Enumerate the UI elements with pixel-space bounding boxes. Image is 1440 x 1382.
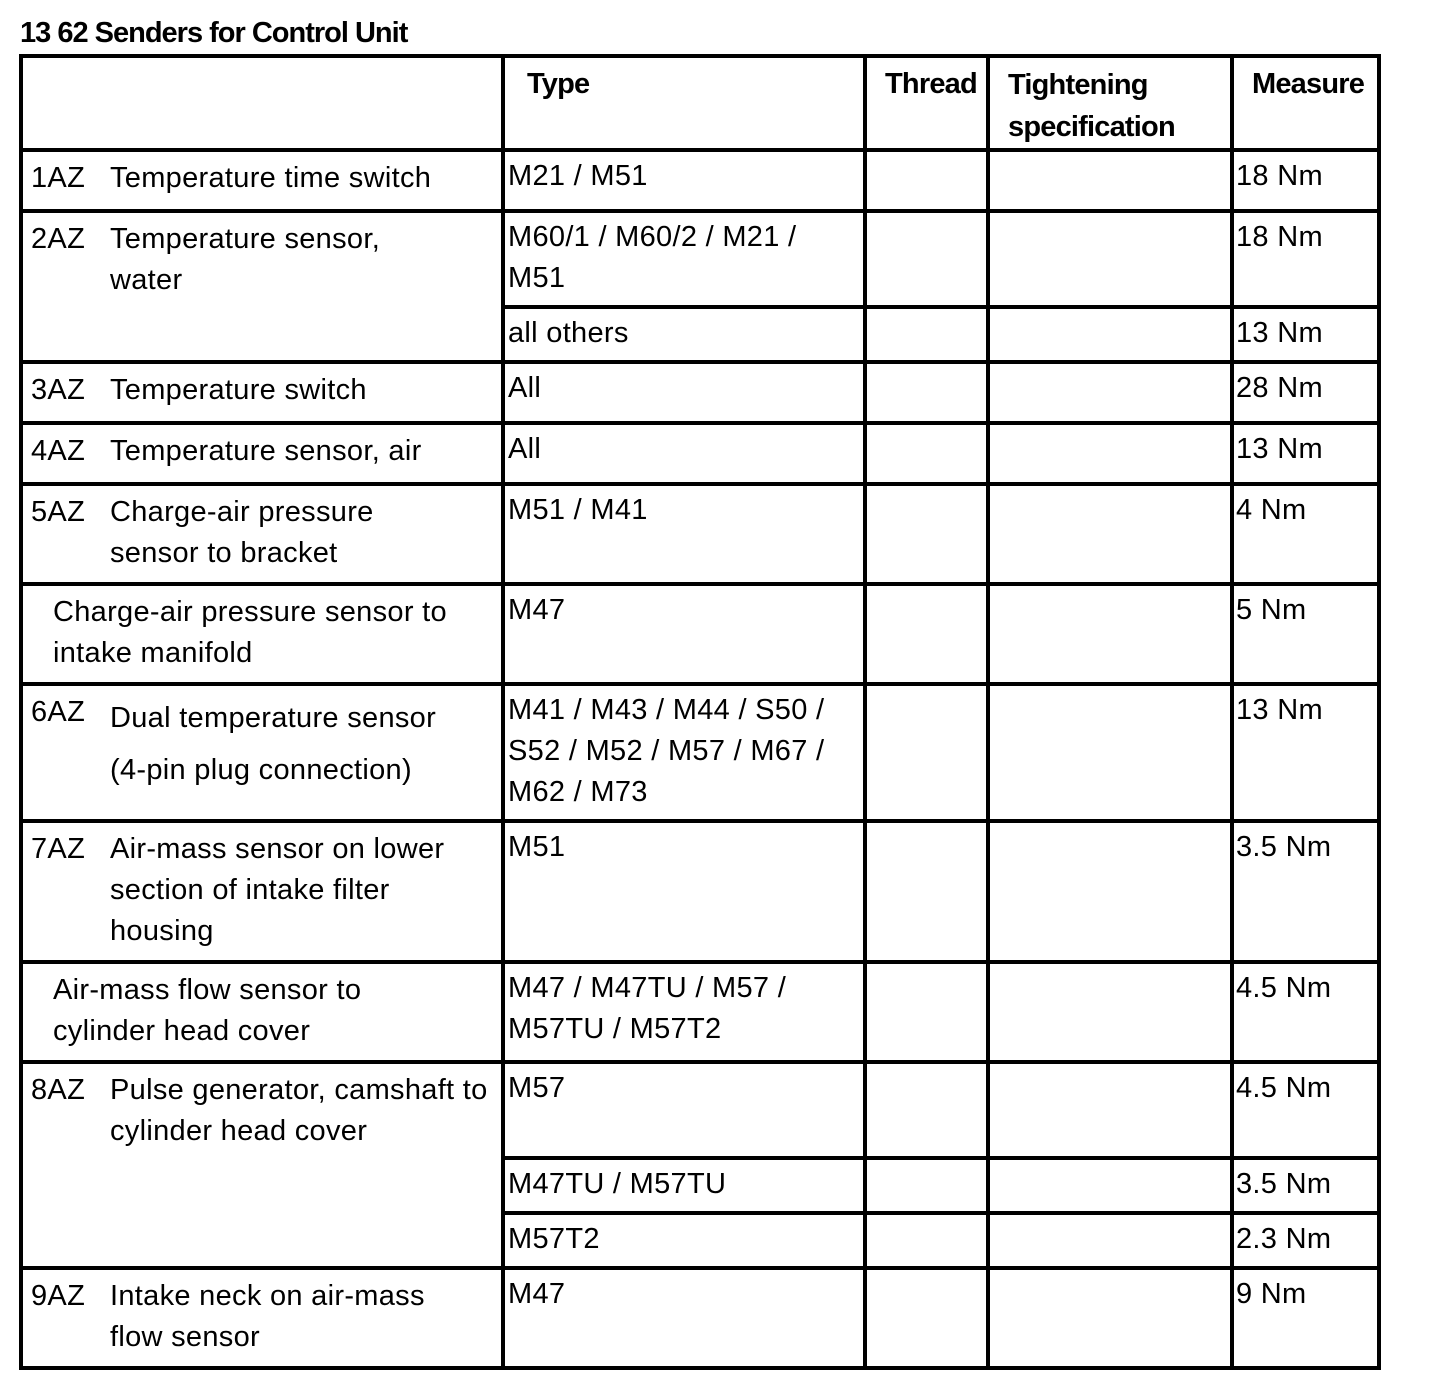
type-cell: M57 xyxy=(503,1062,865,1158)
component-name: Pulse generator, camshaft to cylinder head cover xyxy=(110,1074,488,1147)
thread-cell xyxy=(865,1268,988,1368)
header-measure: Measure xyxy=(1232,56,1379,150)
measure-cell: 18 Nm xyxy=(1232,211,1379,307)
table-header-row xyxy=(21,56,1379,150)
header-thread: Thread xyxy=(865,56,988,150)
tightening-cell xyxy=(988,821,1232,962)
tightening-cell xyxy=(988,150,1232,211)
component-name: Temperature switch xyxy=(110,374,367,406)
type-cell: All xyxy=(503,423,865,484)
component-name: Charge-air pressure sensor to bracket xyxy=(110,496,374,569)
component-cell xyxy=(21,1062,503,1268)
type-cell: all others xyxy=(503,307,865,362)
type-cell: M51 / M41 xyxy=(503,484,865,584)
tightening-cell xyxy=(988,1062,1232,1158)
measure-cell: 9 Nm xyxy=(1232,1268,1379,1368)
measure-cell: 3.5 Nm xyxy=(1232,1158,1379,1213)
page-title: 13 62 Senders for Control Unit xyxy=(20,17,408,49)
thread-cell xyxy=(865,211,988,307)
thread-cell xyxy=(865,821,988,962)
tightening-cell xyxy=(988,684,1232,821)
component-name: Air-mass flow sensor to cylinder head cover xyxy=(53,974,362,1047)
header-type: Type xyxy=(503,56,865,150)
component-name: Air-mass sensor on lower section of intake filter housing xyxy=(110,833,445,947)
measure-cell: 18 Nm xyxy=(1232,150,1379,211)
type-cell: M41 / M43 / M44 / S50 / S52 / M52 / M57 / M67 / M62 / M73 xyxy=(503,684,865,821)
table-row xyxy=(21,584,1379,684)
component-code: 9AZ xyxy=(31,1280,86,1312)
component-code: 8AZ xyxy=(31,1074,86,1106)
component-cell xyxy=(21,1268,503,1368)
type-cell: M47 xyxy=(503,584,865,684)
torque-spec-table xyxy=(19,54,1381,1370)
table-row xyxy=(21,1062,1379,1158)
type-cell: All xyxy=(503,362,865,423)
thread-cell xyxy=(865,684,988,821)
table-row xyxy=(21,1268,1379,1368)
component-code: 7AZ xyxy=(31,833,86,865)
tightening-cell xyxy=(988,1158,1232,1213)
measure-cell: 4.5 Nm xyxy=(1232,962,1379,1062)
component-cell xyxy=(21,423,503,484)
component-name: Temperature sensor, water xyxy=(110,223,381,296)
component-code: 4AZ xyxy=(31,435,86,467)
component-code: 6AZ xyxy=(31,696,86,728)
tightening-cell xyxy=(988,211,1232,307)
thread-cell xyxy=(865,1062,988,1158)
measure-cell: 2.3 Nm xyxy=(1232,1213,1379,1268)
measure-cell: 13 Nm xyxy=(1232,684,1379,821)
component-name: Temperature time switch xyxy=(110,162,432,194)
measure-cell: 4.5 Nm xyxy=(1232,1062,1379,1158)
tightening-cell xyxy=(988,1268,1232,1368)
measure-cell: 5 Nm xyxy=(1232,584,1379,684)
thread-cell xyxy=(865,150,988,211)
component-name: Charge-air pressure sensor to intake manifold xyxy=(53,596,447,669)
measure-cell: 13 Nm xyxy=(1232,307,1379,362)
table-row xyxy=(21,211,1379,307)
thread-cell xyxy=(865,362,988,423)
component-cell xyxy=(21,211,503,362)
type-cell: M47 / M47TU / M57 / M57TU / M57T2 xyxy=(503,962,865,1062)
type-cell: M60/1 / M60/2 / M21 / M51 xyxy=(503,211,865,307)
component-code: 1AZ xyxy=(31,162,86,194)
component-cell xyxy=(21,584,503,684)
tightening-cell xyxy=(988,362,1232,423)
component-code: 2AZ xyxy=(31,223,86,255)
component-name: Temperature sensor, air xyxy=(110,435,422,467)
tightening-cell xyxy=(988,484,1232,584)
table-row xyxy=(21,484,1379,584)
thread-cell xyxy=(865,423,988,484)
thread-cell xyxy=(865,484,988,584)
component-name-main: Dual temperature sensor xyxy=(110,702,437,734)
tightening-cell xyxy=(988,423,1232,484)
thread-cell xyxy=(865,584,988,684)
tightening-cell xyxy=(988,1213,1232,1268)
component-code: 3AZ xyxy=(31,374,86,406)
table-row xyxy=(21,821,1379,962)
table-row xyxy=(21,150,1379,211)
component-cell xyxy=(21,362,503,423)
type-cell: M57T2 xyxy=(503,1213,865,1268)
table-row xyxy=(21,962,1379,1062)
type-cell: M51 xyxy=(503,821,865,962)
table-row xyxy=(21,423,1379,484)
component-name: Intake neck on air-mass flow sensor xyxy=(110,1280,425,1353)
component-cell xyxy=(21,684,503,821)
tightening-cell xyxy=(988,962,1232,1062)
thread-cell xyxy=(865,1213,988,1268)
tightening-cell xyxy=(988,307,1232,362)
component-cell xyxy=(21,150,503,211)
component-cell xyxy=(21,821,503,962)
thread-cell xyxy=(865,1158,988,1213)
table-row xyxy=(21,684,1379,821)
component-cell xyxy=(21,484,503,584)
measure-cell: 28 Nm xyxy=(1232,362,1379,423)
component-cell xyxy=(21,962,503,1062)
thread-cell xyxy=(865,307,988,362)
type-cell: M47TU / M57TU xyxy=(503,1158,865,1213)
component-note: (4-pin plug connection) xyxy=(110,754,412,786)
component-name xyxy=(110,692,495,796)
header-tightening: Tightening specification xyxy=(988,56,1232,150)
component-code: 5AZ xyxy=(31,496,86,528)
measure-cell: 13 Nm xyxy=(1232,423,1379,484)
measure-cell: 3.5 Nm xyxy=(1232,821,1379,962)
header-component xyxy=(21,56,503,150)
type-cell: M47 xyxy=(503,1268,865,1368)
measure-cell: 4 Nm xyxy=(1232,484,1379,584)
tightening-cell xyxy=(988,584,1232,684)
table-row xyxy=(21,362,1379,423)
thread-cell xyxy=(865,962,988,1062)
type-cell: M21 / M51 xyxy=(503,150,865,211)
